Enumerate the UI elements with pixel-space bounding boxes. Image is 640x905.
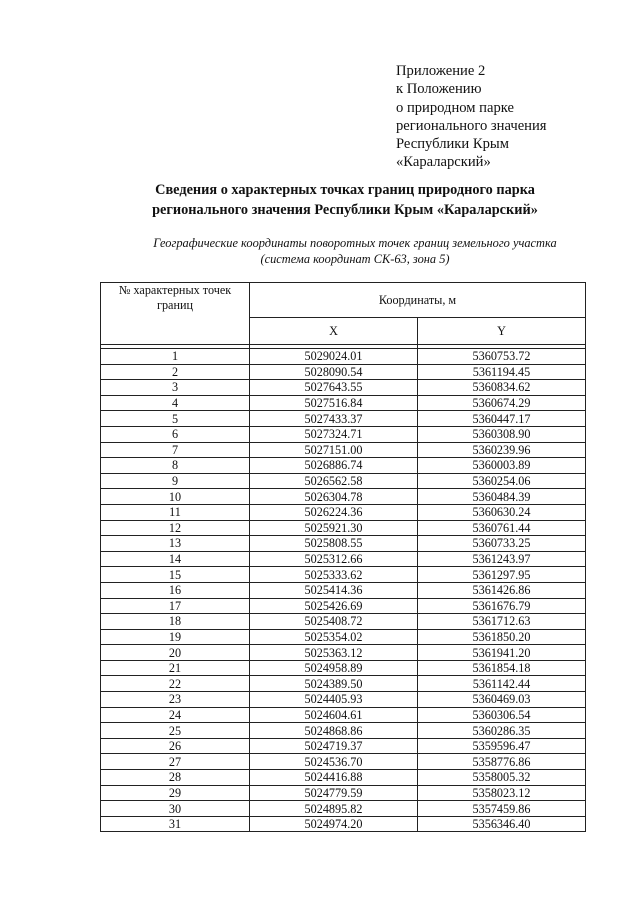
table-row bbox=[101, 707, 586, 723]
table-row bbox=[101, 395, 586, 411]
point-number-cell: 7 bbox=[101, 442, 250, 458]
point-number-cell: 31 bbox=[101, 816, 250, 832]
y-coordinate-cell: 5357459.86 bbox=[418, 801, 586, 817]
table-row bbox=[101, 504, 586, 520]
table-row bbox=[101, 676, 586, 692]
y-coordinate-cell: 5361712.63 bbox=[418, 614, 586, 630]
point-number-cell: 8 bbox=[101, 458, 250, 474]
table-row bbox=[101, 458, 586, 474]
point-number-cell: 21 bbox=[101, 660, 250, 676]
point-number-cell: 17 bbox=[101, 598, 250, 614]
document-subtitle bbox=[60, 235, 640, 267]
y-coordinate-cell: 5356346.40 bbox=[418, 816, 586, 832]
y-coordinate-cell: 5360286.35 bbox=[418, 723, 586, 739]
table-row bbox=[101, 551, 586, 567]
y-coordinate-cell: 5360733.25 bbox=[418, 536, 586, 552]
table-row bbox=[101, 582, 586, 598]
point-number-cell: 22 bbox=[101, 676, 250, 692]
y-coordinate-cell: 5360761.44 bbox=[418, 520, 586, 536]
table-row bbox=[101, 645, 586, 661]
header-coordinates: Координаты, м bbox=[250, 283, 586, 318]
x-coordinate-cell: 5024974.20 bbox=[250, 816, 418, 832]
y-coordinate-cell: 5361854.18 bbox=[418, 660, 586, 676]
x-coordinate-cell: 5027324.71 bbox=[250, 426, 418, 442]
x-coordinate-cell: 5024719.37 bbox=[250, 738, 418, 754]
x-coordinate-cell: 5025426.69 bbox=[250, 598, 418, 614]
y-coordinate-cell: 5360308.90 bbox=[418, 426, 586, 442]
y-coordinate-cell: 5360484.39 bbox=[418, 489, 586, 505]
table-row bbox=[101, 426, 586, 442]
header-x: X bbox=[250, 318, 418, 345]
table-row bbox=[101, 411, 586, 427]
subtitle-line-2: (система координат СК-63, зона 5) bbox=[260, 252, 450, 266]
point-number-cell: 12 bbox=[101, 520, 250, 536]
y-coordinate-cell: 5361676.79 bbox=[418, 598, 586, 614]
x-coordinate-cell: 5029024.01 bbox=[250, 349, 418, 365]
header-point-number: № характерных точек границ bbox=[101, 283, 250, 345]
y-coordinate-cell: 5361194.45 bbox=[418, 364, 586, 380]
x-coordinate-cell: 5026224.36 bbox=[250, 504, 418, 520]
x-coordinate-cell: 5028090.54 bbox=[250, 364, 418, 380]
appendix-block bbox=[396, 62, 626, 172]
y-coordinate-cell: 5360447.17 bbox=[418, 411, 586, 427]
appendix-line: «Караларский» bbox=[396, 154, 491, 171]
point-number-cell: 14 bbox=[101, 551, 250, 567]
x-coordinate-cell: 5024536.70 bbox=[250, 754, 418, 770]
point-number-cell: 6 bbox=[101, 426, 250, 442]
x-coordinate-cell: 5024416.88 bbox=[250, 770, 418, 786]
x-coordinate-cell: 5026562.58 bbox=[250, 473, 418, 489]
table-row bbox=[101, 801, 586, 817]
table-row bbox=[101, 629, 586, 645]
point-number-cell: 5 bbox=[101, 411, 250, 427]
x-coordinate-cell: 5027433.37 bbox=[250, 411, 418, 427]
x-coordinate-cell: 5027151.00 bbox=[250, 442, 418, 458]
point-number-cell: 13 bbox=[101, 536, 250, 552]
point-number-cell: 25 bbox=[101, 723, 250, 739]
point-number-cell: 16 bbox=[101, 582, 250, 598]
y-coordinate-cell: 5358776.86 bbox=[418, 754, 586, 770]
table-body bbox=[101, 349, 586, 832]
title-line-1: Сведения о характерных точках границ природного парка bbox=[155, 182, 535, 198]
point-number-cell: 10 bbox=[101, 489, 250, 505]
x-coordinate-cell: 5024779.59 bbox=[250, 785, 418, 801]
y-coordinate-cell: 5361142.44 bbox=[418, 676, 586, 692]
y-coordinate-cell: 5359596.47 bbox=[418, 738, 586, 754]
point-number-cell: 20 bbox=[101, 645, 250, 661]
x-coordinate-cell: 5024604.61 bbox=[250, 707, 418, 723]
y-coordinate-cell: 5360834.62 bbox=[418, 380, 586, 396]
point-number-cell: 19 bbox=[101, 629, 250, 645]
y-coordinate-cell: 5360254.06 bbox=[418, 473, 586, 489]
table-row bbox=[101, 770, 586, 786]
table-row bbox=[101, 489, 586, 505]
point-number-cell: 27 bbox=[101, 754, 250, 770]
x-coordinate-cell: 5024958.89 bbox=[250, 660, 418, 676]
point-number-cell: 15 bbox=[101, 567, 250, 583]
x-coordinate-cell: 5025408.72 bbox=[250, 614, 418, 630]
table-row bbox=[101, 754, 586, 770]
y-coordinate-cell: 5361941.20 bbox=[418, 645, 586, 661]
appendix-line: к Положению bbox=[396, 81, 482, 98]
table-row bbox=[101, 785, 586, 801]
point-number-cell: 1 bbox=[101, 349, 250, 365]
table-row bbox=[101, 567, 586, 583]
table-row bbox=[101, 520, 586, 536]
table-row bbox=[101, 816, 586, 832]
header-y: Y bbox=[418, 318, 586, 345]
point-number-cell: 28 bbox=[101, 770, 250, 786]
point-number-cell: 26 bbox=[101, 738, 250, 754]
table-row bbox=[101, 380, 586, 396]
point-number-cell: 30 bbox=[101, 801, 250, 817]
y-coordinate-cell: 5358005.32 bbox=[418, 770, 586, 786]
x-coordinate-cell: 5024895.82 bbox=[250, 801, 418, 817]
x-coordinate-cell: 5025333.62 bbox=[250, 567, 418, 583]
appendix-line: регионального значения bbox=[396, 117, 547, 134]
x-coordinate-cell: 5025921.30 bbox=[250, 520, 418, 536]
appendix-line: Республики Крым bbox=[396, 136, 509, 153]
point-number-cell: 2 bbox=[101, 364, 250, 380]
table-row bbox=[101, 473, 586, 489]
point-number-cell: 29 bbox=[101, 785, 250, 801]
table-row bbox=[101, 442, 586, 458]
y-coordinate-cell: 5360239.96 bbox=[418, 442, 586, 458]
x-coordinate-cell: 5024868.86 bbox=[250, 723, 418, 739]
table-row bbox=[101, 723, 586, 739]
title-line-2: регионального значения Республики Крым «Караларский» bbox=[152, 202, 538, 218]
x-coordinate-cell: 5026886.74 bbox=[250, 458, 418, 474]
point-number-cell: 24 bbox=[101, 707, 250, 723]
y-coordinate-cell: 5361243.97 bbox=[418, 551, 586, 567]
table-row bbox=[101, 614, 586, 630]
coordinates-table bbox=[100, 282, 586, 832]
y-coordinate-cell: 5361850.20 bbox=[418, 629, 586, 645]
x-coordinate-cell: 5025363.12 bbox=[250, 645, 418, 661]
x-coordinate-cell: 5024389.50 bbox=[250, 676, 418, 692]
point-number-cell: 11 bbox=[101, 504, 250, 520]
table-row bbox=[101, 660, 586, 676]
point-number-cell: 18 bbox=[101, 614, 250, 630]
y-coordinate-cell: 5361426.86 bbox=[418, 582, 586, 598]
point-number-cell: 23 bbox=[101, 692, 250, 708]
x-coordinate-cell: 5025808.55 bbox=[250, 536, 418, 552]
table-row bbox=[101, 349, 586, 365]
y-coordinate-cell: 5358023.12 bbox=[418, 785, 586, 801]
y-coordinate-cell: 5360306.54 bbox=[418, 707, 586, 723]
x-coordinate-cell: 5025312.66 bbox=[250, 551, 418, 567]
table-row bbox=[101, 692, 586, 708]
x-coordinate-cell: 5027643.55 bbox=[250, 380, 418, 396]
appendix-line: о природном парке bbox=[396, 99, 514, 116]
point-number-cell: 4 bbox=[101, 395, 250, 411]
y-coordinate-cell: 5360753.72 bbox=[418, 349, 586, 365]
point-number-cell: 9 bbox=[101, 473, 250, 489]
x-coordinate-cell: 5025414.36 bbox=[250, 582, 418, 598]
y-coordinate-cell: 5360003.89 bbox=[418, 458, 586, 474]
y-coordinate-cell: 5361297.95 bbox=[418, 567, 586, 583]
table-row bbox=[101, 598, 586, 614]
table-row bbox=[101, 536, 586, 552]
x-coordinate-cell: 5026304.78 bbox=[250, 489, 418, 505]
y-coordinate-cell: 5360469.03 bbox=[418, 692, 586, 708]
x-coordinate-cell: 5027516.84 bbox=[250, 395, 418, 411]
x-coordinate-cell: 5024405.93 bbox=[250, 692, 418, 708]
table-row bbox=[101, 738, 586, 754]
table-row bbox=[101, 364, 586, 380]
y-coordinate-cell: 5360674.29 bbox=[418, 395, 586, 411]
appendix-line: Приложение 2 bbox=[396, 63, 486, 79]
subtitle-line-1: Географические координаты поворотных точек границ земельного участка bbox=[153, 236, 557, 250]
point-number-cell: 3 bbox=[101, 380, 250, 396]
document-title bbox=[60, 180, 630, 220]
y-coordinate-cell: 5360630.24 bbox=[418, 504, 586, 520]
x-coordinate-cell: 5025354.02 bbox=[250, 629, 418, 645]
